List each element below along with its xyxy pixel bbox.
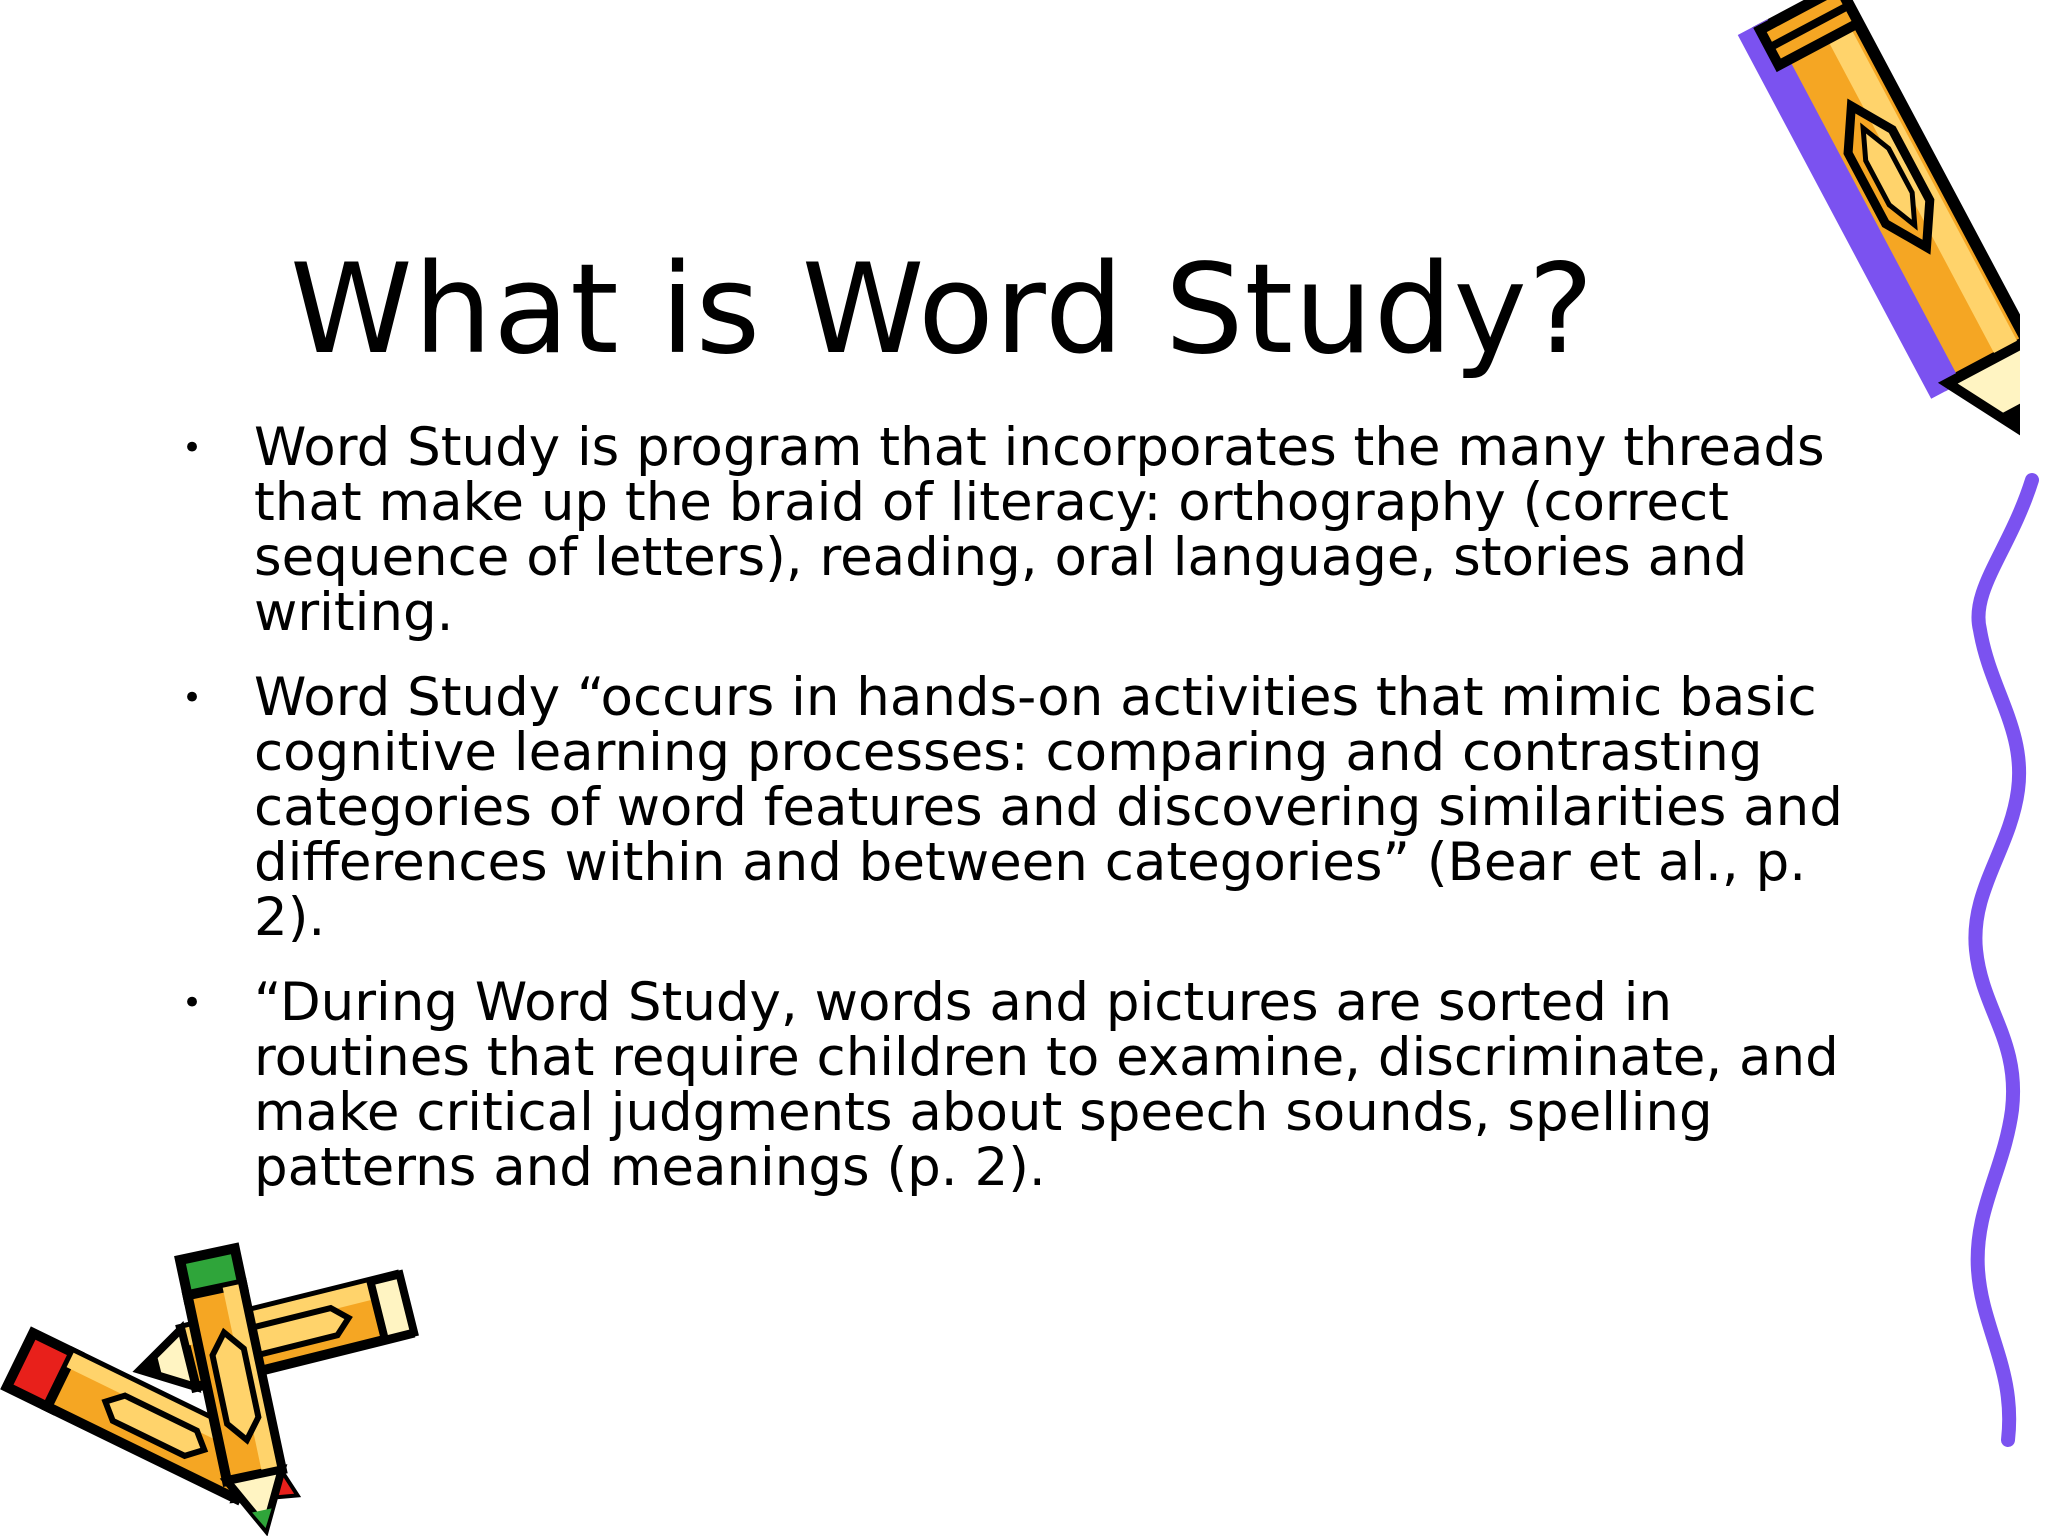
bullet-marker: •: [182, 983, 203, 1023]
bullet-marker: •: [182, 678, 203, 718]
bullet-list: [170, 417, 1870, 1225]
bullet-text: “During Word Study, words and pictures are sorted in routines that require children to examine, discriminate, and make critical judgments about speech sounds, spelling patterns and meanings (p. 2).: [254, 972, 1839, 1198]
bullet-text: Word Study is program that incorporates the many threads that make up the braid of literacy: orthography (correct sequence of letters), reading, oral language, stories and writing.: [254, 417, 1825, 643]
bullet-marker: •: [182, 428, 203, 468]
bullet-item: [170, 417, 1870, 643]
bullet-item: [170, 667, 1870, 948]
slide-title: What is Word Study?: [290, 238, 1595, 382]
bullet-item: [170, 972, 1870, 1198]
bullet-text: Word Study “occurs in hands-on activities that mimic basic cognitive learning processes: comparing and contrasting categories of word features and discovering similarities and differences within and between categories” (Bear et al., p. 2).: [254, 667, 1843, 948]
pencil-icon: [150, 1240, 320, 1536]
wavy-line-icon: [1950, 470, 2048, 1450]
